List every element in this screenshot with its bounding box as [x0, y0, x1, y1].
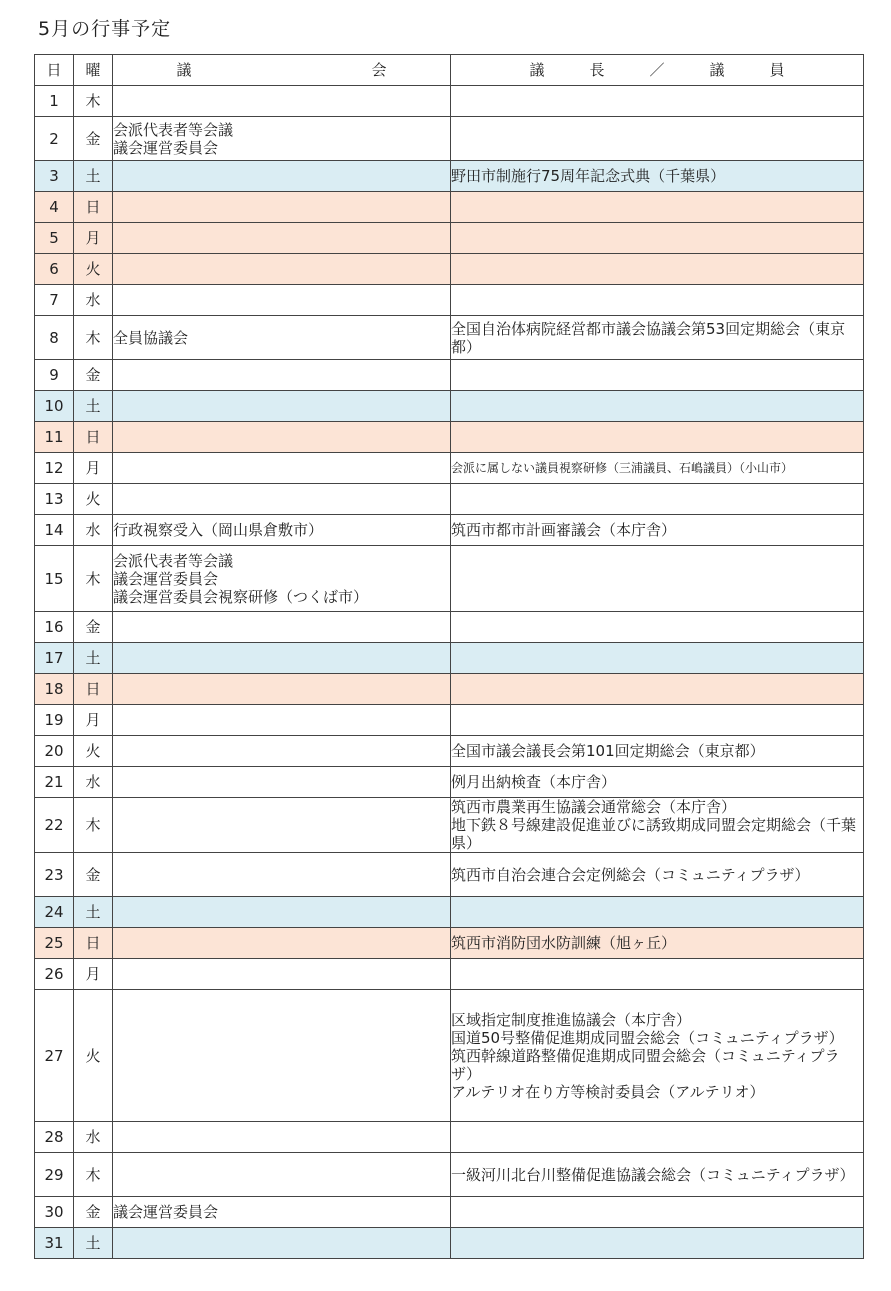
- table-row: [35, 316, 864, 360]
- chair-cell: 筑西市都市計画審議会（本庁舎）: [451, 515, 864, 546]
- council-cell: [113, 360, 451, 391]
- day-cell: 18: [35, 674, 74, 705]
- chair-cell: [451, 1122, 864, 1153]
- weekday-cell: 木: [74, 316, 113, 360]
- weekday-cell: 木: [74, 86, 113, 117]
- day-cell: 25: [35, 928, 74, 959]
- header-row: [35, 55, 864, 86]
- table-row: [35, 192, 864, 223]
- weekday-cell: 月: [74, 223, 113, 254]
- table-row: [35, 86, 864, 117]
- day-cell: 15: [35, 546, 74, 612]
- weekday-cell: 土: [74, 161, 113, 192]
- table-row: [35, 1228, 864, 1259]
- weekday-cell: 日: [74, 674, 113, 705]
- chair-cell: 野田市制施行75周年記念式典（千葉県）: [451, 161, 864, 192]
- table-row: [35, 391, 864, 422]
- chair-cell: 区域指定制度推進協議会（本庁舎） 国道50号整備促進期成同盟会総会（コミュニティプラザ） 筑西幹線道路整備促進期成同盟会総会（コミュニティプラザ） アルテリオ在り方等検討委員会（アルテリオ）: [451, 990, 864, 1122]
- table-row: [35, 1122, 864, 1153]
- weekday-cell: 火: [74, 990, 113, 1122]
- day-cell: 29: [35, 1153, 74, 1197]
- council-cell: [113, 422, 451, 453]
- chair-cell: 全国自治体病院経営都市議会協議会第53回定期総会（東京都）: [451, 316, 864, 360]
- chair-cell: [451, 223, 864, 254]
- day-cell: 6: [35, 254, 74, 285]
- header-council: 議 会: [113, 55, 451, 86]
- day-cell: 26: [35, 959, 74, 990]
- chair-cell: [451, 897, 864, 928]
- table-row: [35, 546, 864, 612]
- council-cell: [113, 391, 451, 422]
- day-cell: 14: [35, 515, 74, 546]
- council-cell: [113, 484, 451, 515]
- chair-cell: [451, 192, 864, 223]
- weekday-cell: 金: [74, 612, 113, 643]
- day-cell: 3: [35, 161, 74, 192]
- chair-cell: 筑西市農業再生協議会通常総会（本庁舎） 地下鉄８号線建設促進並びに誘致期成同盟会定期総会（千葉県）: [451, 798, 864, 853]
- council-cell: [113, 736, 451, 767]
- chair-cell: [451, 959, 864, 990]
- council-cell: [113, 990, 451, 1122]
- chair-cell: [451, 612, 864, 643]
- council-cell: [113, 705, 451, 736]
- weekday-cell: 土: [74, 643, 113, 674]
- day-cell: 24: [35, 897, 74, 928]
- day-cell: 8: [35, 316, 74, 360]
- table-row: [35, 897, 864, 928]
- table-row: [35, 1153, 864, 1197]
- chair-cell: [451, 643, 864, 674]
- chair-cell: [451, 254, 864, 285]
- chair-cell: [451, 117, 864, 161]
- day-cell: 20: [35, 736, 74, 767]
- weekday-cell: 木: [74, 798, 113, 853]
- council-cell: 会派代表者等会議 議会運営委員会: [113, 117, 451, 161]
- council-cell: [113, 612, 451, 643]
- council-cell: [113, 86, 451, 117]
- weekday-cell: 土: [74, 1228, 113, 1259]
- day-cell: 13: [35, 484, 74, 515]
- weekday-cell: 金: [74, 1197, 113, 1228]
- table-row: [35, 453, 864, 484]
- chair-cell: 例月出納検査（本庁舎）: [451, 767, 864, 798]
- table-row: [35, 285, 864, 316]
- council-cell: [113, 453, 451, 484]
- header-weekday: 曜: [74, 55, 113, 86]
- council-cell: 会派代表者等会議 議会運営委員会 議会運営委員会視察研修（つくば市）: [113, 546, 451, 612]
- weekday-cell: 月: [74, 453, 113, 484]
- table-row: [35, 422, 864, 453]
- weekday-cell: 金: [74, 360, 113, 391]
- chair-cell: 筑西市消防団水防訓練（旭ヶ丘）: [451, 928, 864, 959]
- table-row: [35, 515, 864, 546]
- table-row: [35, 1197, 864, 1228]
- chair-cell: [451, 391, 864, 422]
- council-cell: [113, 285, 451, 316]
- chair-cell: [451, 546, 864, 612]
- weekday-cell: 水: [74, 515, 113, 546]
- weekday-cell: 金: [74, 853, 113, 897]
- table-row: [35, 484, 864, 515]
- council-cell: 行政視察受入（岡山県倉敷市）: [113, 515, 451, 546]
- chair-cell: [451, 1228, 864, 1259]
- table-row: [35, 161, 864, 192]
- day-cell: 16: [35, 612, 74, 643]
- council-cell: [113, 674, 451, 705]
- weekday-cell: 日: [74, 422, 113, 453]
- chair-cell: [451, 705, 864, 736]
- council-cell: [113, 767, 451, 798]
- chair-cell: [451, 285, 864, 316]
- council-cell: [113, 897, 451, 928]
- council-cell: [113, 798, 451, 853]
- council-cell: [113, 1228, 451, 1259]
- table-row: [35, 959, 864, 990]
- chair-cell: 筑西市自治会連合会定例総会（コミュニティプラザ）: [451, 853, 864, 897]
- day-cell: 23: [35, 853, 74, 897]
- table-row: [35, 736, 864, 767]
- chair-cell: [451, 674, 864, 705]
- council-cell: [113, 643, 451, 674]
- chair-cell: 一級河川北台川整備促進協議会総会（コミュニティプラザ）: [451, 1153, 864, 1197]
- weekday-cell: 水: [74, 285, 113, 316]
- table-row: [35, 990, 864, 1122]
- weekday-cell: 月: [74, 705, 113, 736]
- weekday-cell: 水: [74, 767, 113, 798]
- weekday-cell: 木: [74, 546, 113, 612]
- day-cell: 10: [35, 391, 74, 422]
- weekday-cell: 水: [74, 1122, 113, 1153]
- table-row: [35, 674, 864, 705]
- table-row: [35, 705, 864, 736]
- weekday-cell: 火: [74, 736, 113, 767]
- council-cell: [113, 853, 451, 897]
- weekday-cell: 火: [74, 484, 113, 515]
- council-cell: [113, 223, 451, 254]
- table-row: [35, 360, 864, 391]
- table-row: [35, 853, 864, 897]
- day-cell: 1: [35, 86, 74, 117]
- day-cell: 7: [35, 285, 74, 316]
- weekday-cell: 火: [74, 254, 113, 285]
- page-title: 5月の行事予定: [38, 18, 172, 40]
- table-row: [35, 643, 864, 674]
- council-cell: [113, 161, 451, 192]
- weekday-cell: 日: [74, 192, 113, 223]
- weekday-cell: 土: [74, 897, 113, 928]
- day-cell: 28: [35, 1122, 74, 1153]
- chair-cell: 会派に属しない議員視察研修（三浦議員、石嶋議員）（小山市）: [451, 453, 864, 484]
- council-cell: [113, 959, 451, 990]
- table-row: [35, 928, 864, 959]
- day-cell: 31: [35, 1228, 74, 1259]
- table-row: [35, 767, 864, 798]
- weekday-cell: 木: [74, 1153, 113, 1197]
- council-cell: [113, 1153, 451, 1197]
- weekday-cell: 土: [74, 391, 113, 422]
- day-cell: 12: [35, 453, 74, 484]
- day-cell: 27: [35, 990, 74, 1122]
- day-cell: 22: [35, 798, 74, 853]
- council-cell: 全員協議会: [113, 316, 451, 360]
- day-cell: 17: [35, 643, 74, 674]
- day-cell: 5: [35, 223, 74, 254]
- table-row: [35, 223, 864, 254]
- council-cell: [113, 192, 451, 223]
- chair-cell: [451, 422, 864, 453]
- chair-cell: 全国市議会議長会第101回定期総会（東京都）: [451, 736, 864, 767]
- chair-cell: [451, 1197, 864, 1228]
- table-row: [35, 254, 864, 285]
- council-cell: [113, 1122, 451, 1153]
- header-chair: 議 長 ／ 議 員: [451, 55, 864, 86]
- schedule-table: [34, 54, 864, 1259]
- council-cell: 議会運営委員会: [113, 1197, 451, 1228]
- table-row: [35, 798, 864, 853]
- chair-cell: [451, 484, 864, 515]
- council-cell: [113, 928, 451, 959]
- weekday-cell: 月: [74, 959, 113, 990]
- table-row: [35, 612, 864, 643]
- chair-cell: [451, 360, 864, 391]
- chair-cell: [451, 86, 864, 117]
- day-cell: 19: [35, 705, 74, 736]
- day-cell: 4: [35, 192, 74, 223]
- day-cell: 21: [35, 767, 74, 798]
- day-cell: 30: [35, 1197, 74, 1228]
- table-row: [35, 117, 864, 161]
- schedule-body: [35, 86, 864, 1259]
- day-cell: 9: [35, 360, 74, 391]
- day-cell: 11: [35, 422, 74, 453]
- header-day: 日: [35, 55, 74, 86]
- weekday-cell: 金: [74, 117, 113, 161]
- weekday-cell: 日: [74, 928, 113, 959]
- council-cell: [113, 254, 451, 285]
- day-cell: 2: [35, 117, 74, 161]
